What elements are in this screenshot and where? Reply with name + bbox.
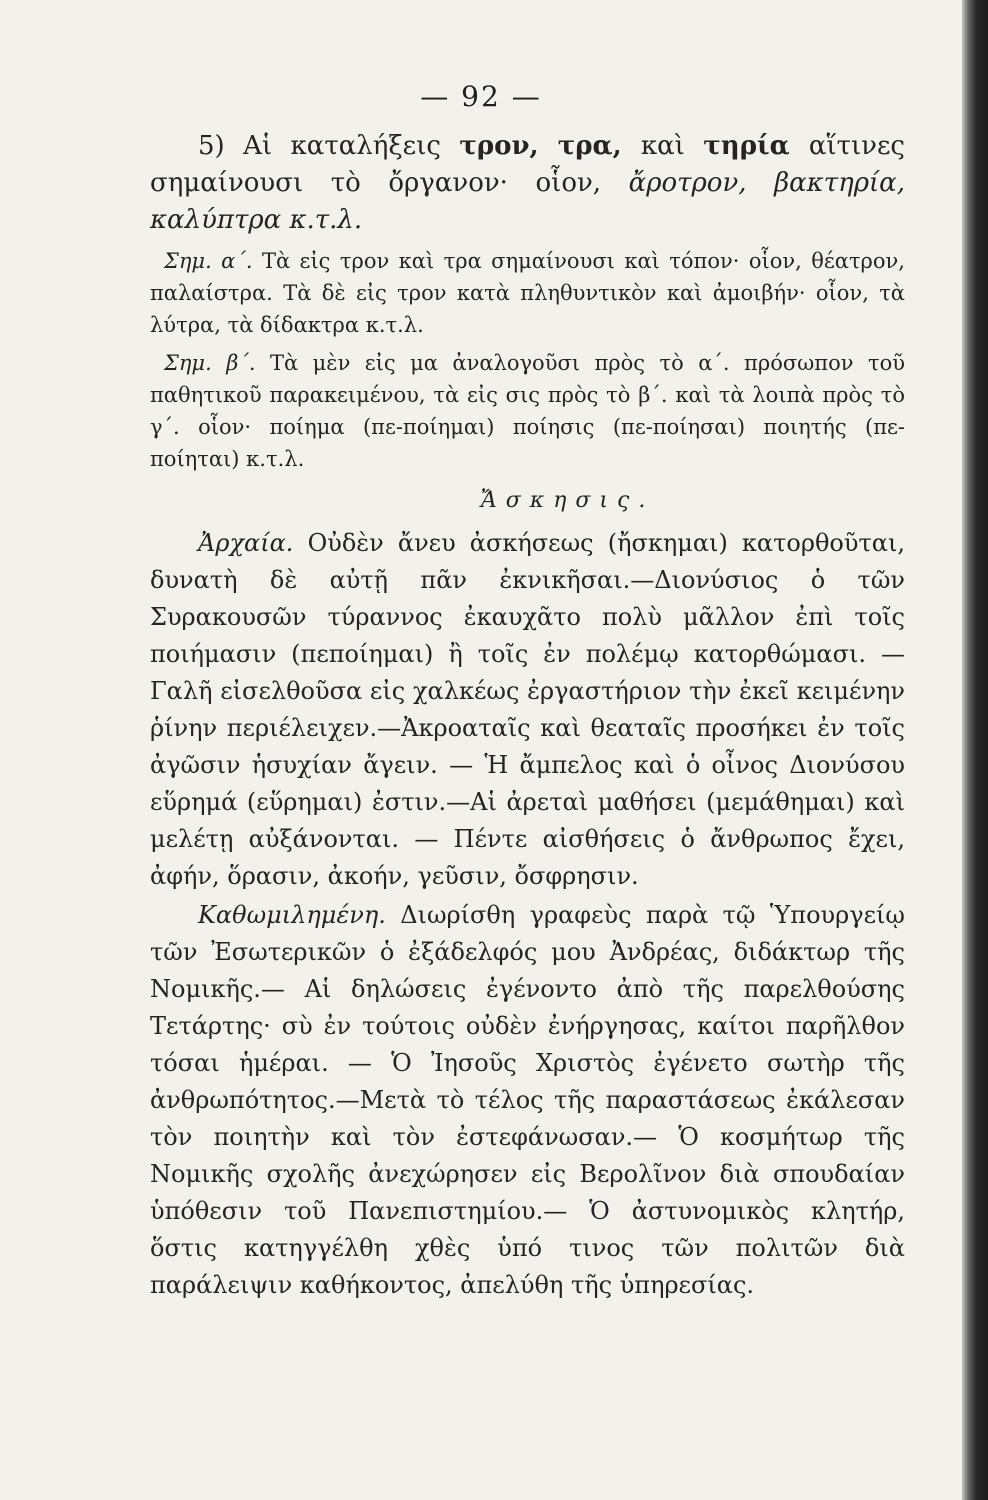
ancient-exercises: [150, 525, 905, 895]
note-b-text: Τὰ μὲν εἰς μα ἀναλογοῦσι πρὸς τὸ α΄. πρόσωπον τοῦ παθητικοῦ παρακειμένου, τὰ εἰς σις πρὸς τὸ β΄. καὶ τὰ λοιπὰ πρὸς τὸ γ΄. οἷον· ποίημα (πε-ποίημαι) ποίησις (πε-ποίησαι) ποιητής (πε-ποίηται) κ.τ.λ.: [150, 351, 906, 471]
modern-text: Διωρίσθη γραφεὺς παρὰ τῷ Ὑπουργείῳ τῶν Ἐσωτερικῶν ὁ ἐξάδελφός μου Ἀνδρέας, διδάκτωρ τῆς Νομικῆς.— Αἱ δηλώσεις ἐγένοντο ἀπὸ τῆς παρελθούσης Τετάρτης· σὺ ἐν τούτοις οὐδὲν ἐνήργησας, καίτοι παρῆλθον τόσαι ἡμέραι. — Ὁ Ἰησοῦς Χριστὸς ἐγένετο σωτὴρ τῆς ἀνθρωπότητος.—Μετὰ τὸ τέλος τῆς παραστάσεως ἐκάλεσαν τὸν ποιητὴν καὶ τὸν ἐστεφάνωσαν.— Ὁ κοσμήτωρ τῆς Νομικῆς σχολῆς ἀνεχώρησεν εἰς Βερολῖνον διὰ σπουδαίαν ὑπόθεσιν τοῦ Πανεπιστημίου.— Ὁ ἀστυνομικὸς κλητήρ, ὅστις κατηγγέλθη χθὲς ὑπό τινος τῶν πολιτῶν διὰ παράλειψιν καθήκοντος, ἀπελύθη τῆς ὑπηρεσίας.: [150, 901, 905, 1299]
note-a-text: Τὰ εἰς τρον καὶ τρα σημαίνουσι καὶ τόπον· οἷον, θέατρον, παλαίστρα. Τὰ δὲ εἰς τρον κατὰ πληθυντικὸν καὶ ἀμοιβήν· οἷον, τὰ λύτρα, τὰ δίδακτρα κ.τ.λ.: [150, 249, 905, 337]
page-body: [150, 128, 905, 1304]
modern-label: Καθωμιλημένη.: [198, 901, 401, 929]
rule-5-ending-3: τηρία: [703, 131, 809, 161]
scan-page-edge: [962, 0, 988, 1500]
rule-5-and: καὶ: [640, 131, 704, 161]
rule-5-lead: 5) Αἱ καταλήξεις: [198, 131, 460, 161]
note-a: [150, 245, 905, 341]
rule-5-examples: ἄροτρον, βακτηρία, καλύπτρα κ.τ.λ.: [150, 168, 905, 235]
rule-5-paragraph: [150, 128, 905, 239]
page-number: — 92 —: [420, 80, 542, 113]
note-b-label: Σημ. β΄.: [164, 351, 270, 375]
note-a-label: Σημ. α΄.: [164, 249, 262, 273]
modern-exercises: [150, 897, 905, 1304]
exercises-heading: Ἄσκησις.: [480, 488, 655, 513]
note-b: [150, 347, 905, 475]
ancient-label: Ἀρχαία.: [198, 529, 308, 557]
rule-5-rest: αἵτινες σημαίνουσι τὸ ὄργανον· οἷον,: [150, 131, 905, 198]
ancient-text: Οὐδὲν ἄνευ ἀσκήσεως (ἤσκημαι) κατορθοῦται, δυνατὴ δὲ αὐτῇ πᾶν ἐκνικῆσαι.—Διονύσιος ὁ τῶν Συρακουσῶν τύραννος ἐκαυχᾶτο πολὺ μᾶλλον ἐπὶ τοῖς ποιήμασιν (πεποίημαι) ἢ τοῖς ἐν πολέμῳ κατορθώμασι. — Γαλῆ εἰσελθοῦσα εἰς χαλκέως ἐργαστήριον τὴν ἐκεῖ κειμένην ῥίνην περιέλειχεν.—Ἀκροαταῖς καὶ θεαταῖς προσήκει ἐν τοῖς ἀγῶσιν ἡσυχίαν ἄγειν. — Ἡ ἄμπελος καὶ ὁ οἶνος Διονύσου εὕρημά (εὕρημαι) ἐστιν.—Αἱ ἀρεταὶ μαθήσει (μεμάθημαι) καὶ μελέτῃ αὐξάνονται. — Πέντε αἰσθήσεις ὁ ἄνθρωπος ἔχει, ἀφήν, ὅρασιν, ἀκοήν, γεῦσιν, ὄσφρησιν.: [150, 529, 905, 890]
rule-5-endings: τρον, τρα,: [459, 131, 641, 161]
